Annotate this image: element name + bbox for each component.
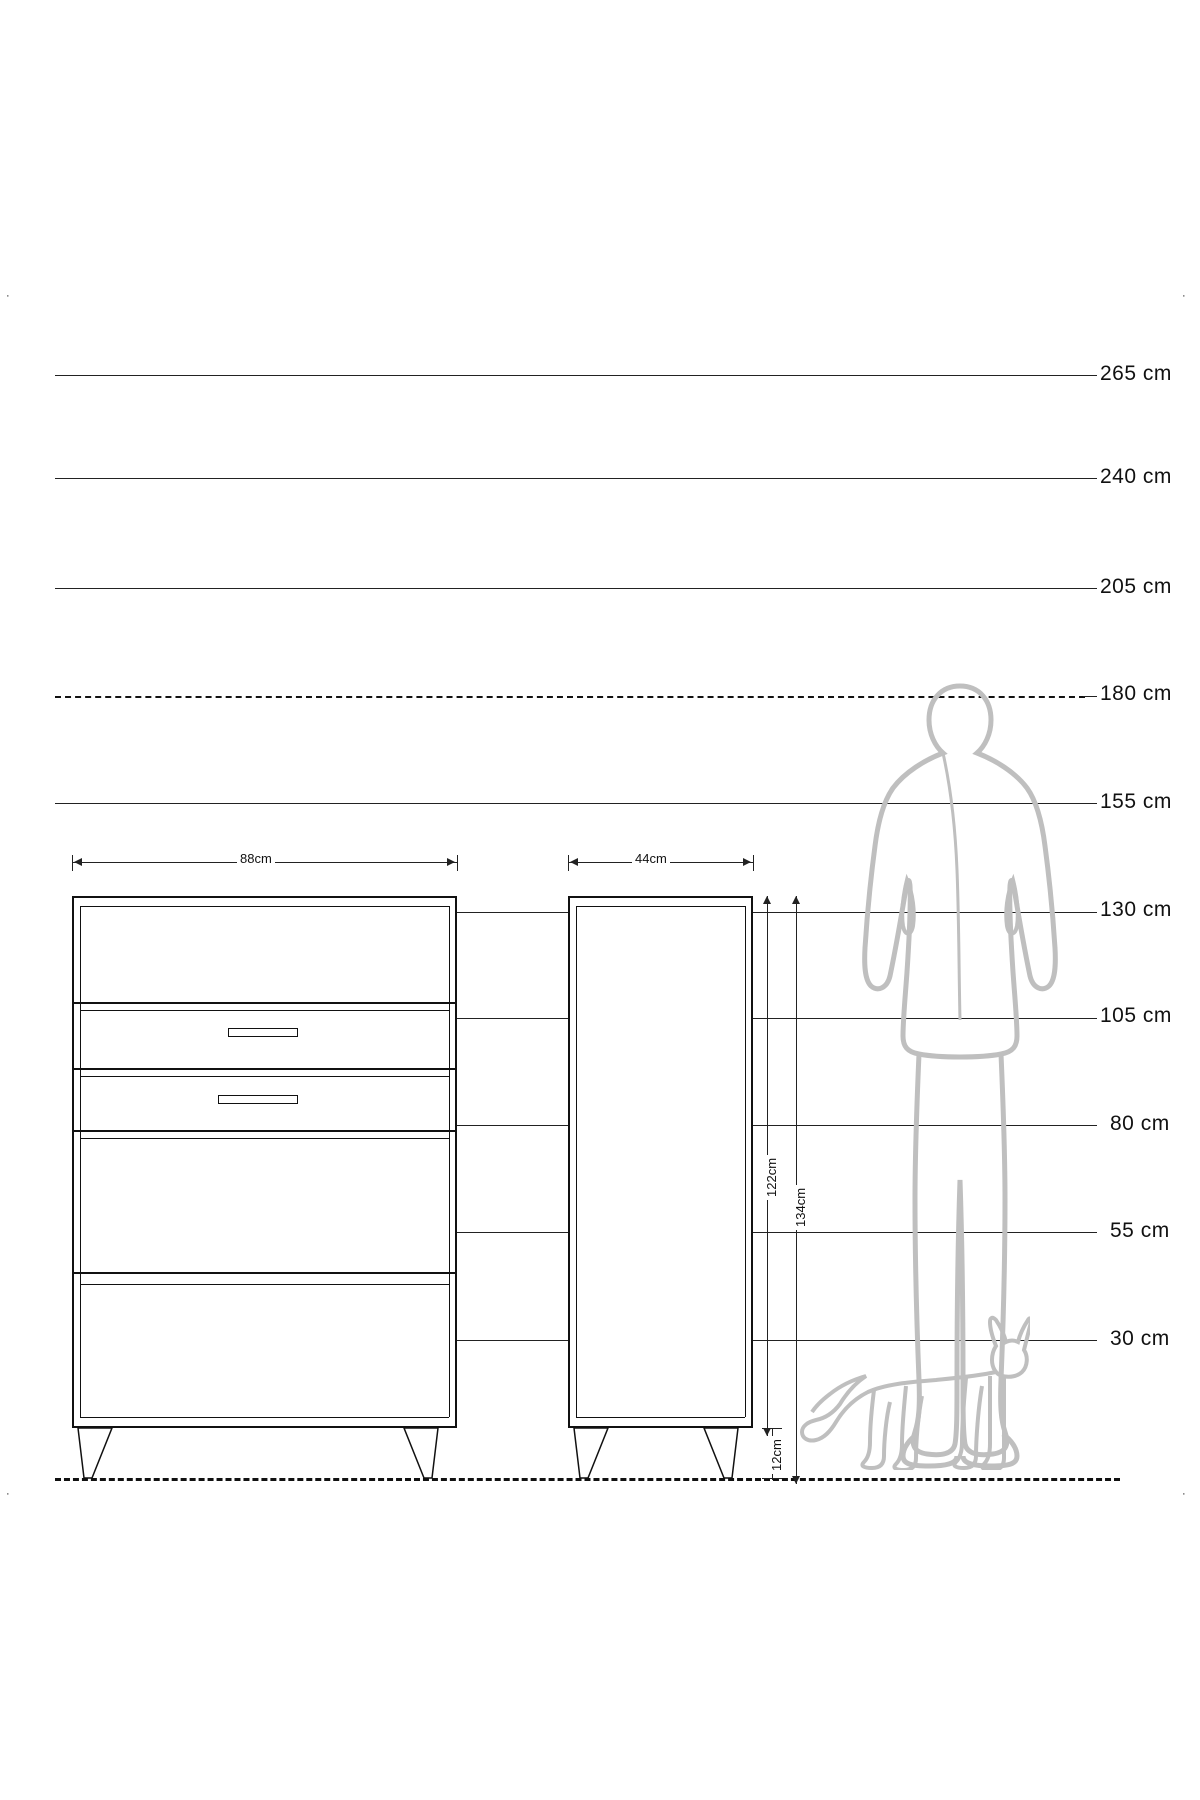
dimension-label-134: 134cm [793, 1185, 808, 1230]
dimension-arrow-122-top [763, 896, 771, 904]
tick-105 [1083, 1018, 1097, 1019]
wide-cabinet-drawer-divider-1 [72, 1068, 457, 1070]
drawer-handle-1[interactable] [228, 1028, 298, 1037]
wide-cabinet-top-inner-edge [80, 906, 449, 907]
dimension-cap-12-top [762, 1428, 782, 1429]
dimension-arrow-88-right [447, 858, 455, 866]
wide-cabinet-shelf-divider-2 [72, 1272, 457, 1274]
tick-205 [1083, 588, 1097, 589]
narrow-cabinet[interactable] [568, 896, 753, 1428]
wide-cabinet-shelf-inner-1 [80, 1010, 449, 1011]
narrow-cabinet-leg-left [572, 1428, 612, 1480]
narrow-cabinet-top-inner-edge [576, 906, 745, 907]
corner-mark-bottom-left: · [6, 1488, 10, 1500]
scale-label-205: 205 cm [1100, 575, 1172, 598]
scale-label-30: 30 cm [1110, 1327, 1170, 1350]
tick-55 [1083, 1232, 1097, 1233]
scale-label-55: 55 cm [1110, 1219, 1170, 1242]
dimension-extension-44-left [568, 855, 569, 871]
wide-cabinet-right-inner-edge [449, 906, 450, 1417]
dimension-extension-44-right [753, 855, 754, 871]
wide-cabinet-drawer-inner-2 [80, 1138, 449, 1139]
tick-155 [1083, 803, 1097, 804]
dimension-arrow-88-left [74, 858, 82, 866]
dimension-cap-12-bottom [762, 1478, 782, 1479]
scale-label-155: 155 cm [1100, 790, 1172, 813]
corner-mark-top-right: · [1182, 290, 1186, 302]
wide-cabinet[interactable] [72, 896, 457, 1428]
tick-265 [1083, 375, 1097, 376]
wide-cabinet-shelf-inner-2 [80, 1284, 449, 1285]
scale-line-265 [55, 375, 1085, 376]
narrow-cabinet-left-inner-edge [576, 906, 577, 1417]
scale-line-205 [55, 588, 1085, 589]
scale-label-240: 240 cm [1100, 465, 1172, 488]
drawer-handle-2[interactable] [218, 1095, 298, 1104]
dimension-arrow-134-top [792, 896, 800, 904]
scale-label-105: 105 cm [1100, 1004, 1172, 1027]
dimension-label-44: 44cm [632, 851, 670, 866]
dimension-extension-88-left [72, 855, 73, 871]
dimension-label-12: 12cm [769, 1436, 784, 1474]
wide-cabinet-drawer-inner-1 [80, 1076, 449, 1077]
wide-cabinet-leg-right [400, 1428, 440, 1480]
narrow-cabinet-bottom-inner-edge [576, 1417, 745, 1418]
tick-30 [1083, 1340, 1097, 1341]
scale-label-80: 80 cm [1110, 1112, 1170, 1135]
scale-label-265: 265 cm [1100, 362, 1172, 385]
narrow-cabinet-leg-right [700, 1428, 740, 1480]
wide-cabinet-leg-left [76, 1428, 116, 1480]
dimension-arrow-134-bottom [792, 1476, 800, 1484]
corner-mark-top-left: · [6, 290, 10, 302]
wide-cabinet-bottom-inner-edge [80, 1417, 449, 1418]
scale-label-130: 130 cm [1100, 898, 1172, 921]
dimension-label-88: 88cm [237, 851, 275, 866]
wide-cabinet-drawer-divider-2 [72, 1130, 457, 1132]
scale-line-240 [55, 478, 1085, 479]
tick-80 [1083, 1125, 1097, 1126]
scale-label-180: 180 cm [1100, 682, 1172, 705]
dimension-arrow-44-right [743, 858, 751, 866]
dimension-label-122: 122cm [764, 1155, 779, 1200]
cat-silhouette [800, 1310, 1030, 1470]
tick-180 [1083, 696, 1097, 697]
corner-mark-bottom-right: · [1182, 1488, 1186, 1500]
narrow-cabinet-right-inner-edge [745, 906, 746, 1417]
dimension-extension-88-right [457, 855, 458, 871]
dimension-arrow-122-bottom [763, 1428, 771, 1436]
tick-240 [1083, 478, 1097, 479]
tick-130 [1083, 912, 1097, 913]
dimension-arrow-44-left [570, 858, 578, 866]
wide-cabinet-shelf-divider-1 [72, 1002, 457, 1004]
wide-cabinet-left-inner-edge [80, 906, 81, 1417]
